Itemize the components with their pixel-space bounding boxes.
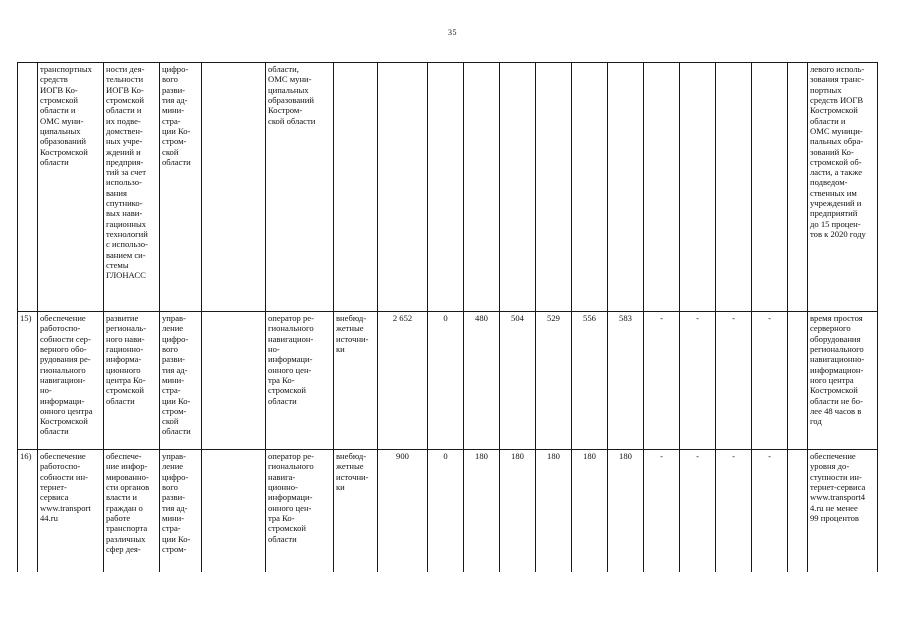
year-cell: - (752, 312, 788, 450)
year-cell (572, 63, 608, 312)
table-row (18, 312, 878, 450)
table-row (18, 450, 878, 572)
year-cell: 504 (500, 312, 536, 450)
year-cell (716, 63, 752, 312)
row-index-cell: 16) (18, 450, 38, 572)
year-cell: 180 (500, 450, 536, 572)
row-index-cell: 15) (18, 312, 38, 450)
year-cell: 180 (608, 450, 644, 572)
year-cell: 180 (536, 450, 572, 572)
source-cell: внебюд- жетные источни- ки (334, 312, 378, 450)
measure-name-cell: обеспечение работоспо- собности сер- верного обо- рудования ре- гионального навигацион- но- информаци- онного центра Костромской области (38, 312, 104, 450)
year-cell (500, 63, 536, 312)
year-cell (428, 63, 464, 312)
year-cell: - (752, 450, 788, 572)
measure-content-cell: развитие региональ- ного нави- гационно- информа- ционного центра Ко- стромской области (104, 312, 160, 450)
year-cell (788, 312, 808, 450)
year-cell: - (680, 450, 716, 572)
measure-name-cell: обеспечение работоспо- собности ин- тернет- сервиса www.transport 44.ru (38, 450, 104, 572)
year-cell: - (644, 450, 680, 572)
total-cell (378, 63, 428, 312)
customer-cell: управ- ление цифро- вого разви- тия ад- мини- стра- ции Ко- стром- (160, 450, 202, 572)
result-cell: левого исполь- зования транс- портных средств ИОГВ Костромской области и ОМС муници- пальных обра- зований Ко- стромской об- ласти, а также подведом- ственных им учреждений и предприятий до 15 процен- тов к 2020 году (808, 63, 878, 312)
empty-cell (202, 63, 266, 312)
table-row (18, 63, 878, 312)
total-cell: 2 652 (378, 312, 428, 450)
year-cell: - (716, 312, 752, 450)
year-cell: 583 (608, 312, 644, 450)
year-cell: 480 (464, 312, 500, 450)
empty-cell (202, 450, 266, 572)
year-cell (464, 63, 500, 312)
year-cell (536, 63, 572, 312)
year-cell: 180 (572, 450, 608, 572)
year-cell (752, 63, 788, 312)
year-cell (788, 450, 808, 572)
source-cell (334, 63, 378, 312)
source-cell: внебюд- жетные источни- ки (334, 450, 378, 572)
executor-cell: оператор ре- гионального навига- ционно- информаци- онного цен- тра Ко- стромской области (266, 450, 334, 572)
result-cell: обеспечение уровня до- ступности ин- тернет-сервиса www.transport4 4.ru не менее 99 процентов (808, 450, 878, 572)
year-cell: - (680, 312, 716, 450)
page-number: 35 (448, 28, 457, 37)
empty-cell (202, 312, 266, 450)
executor-cell: оператор ре- гионального навигацион- но- информаци- онного цен- тра Ко- стромской области (266, 312, 334, 450)
row-index-cell (18, 63, 38, 312)
measure-name-cell: транспортных средств ИОГВ Ко- стромской области и ОМС муни- ципальных образований Костромской области (38, 63, 104, 312)
measure-content-cell: обеспече- ние инфор- мированно- сти органов власти и граждан о работе транспорта различных сфер дея- (104, 450, 160, 572)
customer-cell: управ- ление цифро- вого разви- тия ад- мини- стра- ции Ко- стром- ской области (160, 312, 202, 450)
program-table (17, 62, 878, 572)
year-cell: - (644, 312, 680, 450)
total-cell: 900 (378, 450, 428, 572)
year-cell: 0 (428, 312, 464, 450)
executor-cell: области, ОМС муни- ципальных образований Костром- ской области (266, 63, 334, 312)
year-cell: 180 (464, 450, 500, 572)
year-cell (608, 63, 644, 312)
year-cell (788, 63, 808, 312)
year-cell (680, 63, 716, 312)
customer-cell: цифро- вого разви- тия ад- мини- стра- ции Ко- стром- ской области (160, 63, 202, 312)
year-cell: - (716, 450, 752, 572)
result-cell: время простоя серверного оборудования регионального навигационно- информацион- ного центра Костромской области не бо- лее 48 часов в год (808, 312, 878, 450)
year-cell: 556 (572, 312, 608, 450)
year-cell: 0 (428, 450, 464, 572)
year-cell: 529 (536, 312, 572, 450)
year-cell (644, 63, 680, 312)
measure-content-cell: ности дея- тельности ИОГВ Ко- стромской области и их подве- домствен- ных учре- ждений и предприя- тий за счет использо- вания спутнико- вых нави- гационных технологий с использо- ванием си- стемы ГЛОНАСС (104, 63, 160, 312)
